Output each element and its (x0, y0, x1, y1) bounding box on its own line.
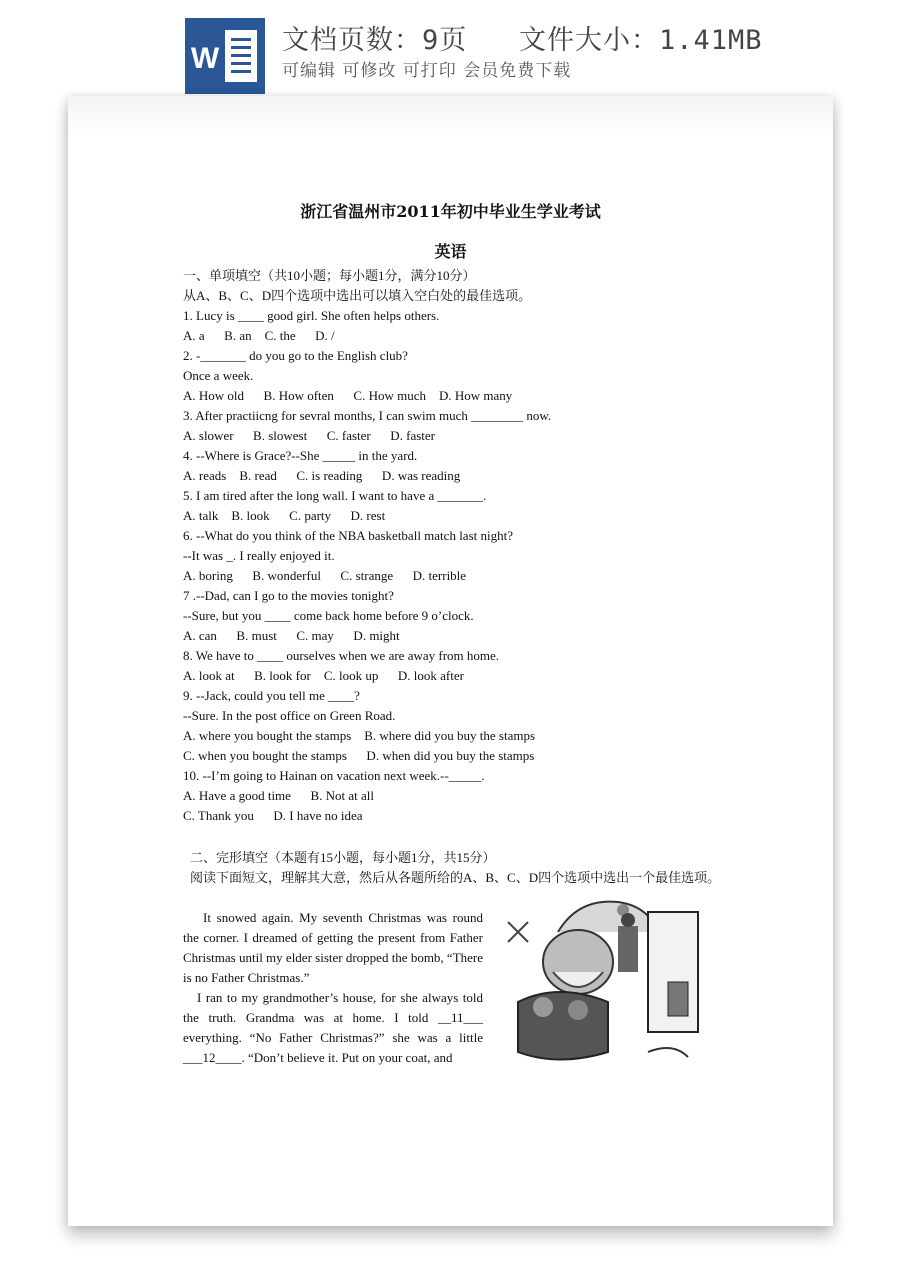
download-banner (0, 0, 900, 96)
subject-title: 英语 (434, 242, 467, 261)
question-line: Once a week. (183, 368, 254, 383)
cloze-passage (183, 908, 483, 1068)
question-line: 3. After practiicng for sevral months, I can swim much ________ now. (183, 408, 552, 423)
question-line: --It was _. I really enjoyed it. (183, 548, 335, 563)
question-line: A. reads B. read C. is reading D. was reading (183, 468, 461, 483)
question-line: 10. --I’m going to Hainan on vacation next week.--_____. (183, 768, 485, 783)
question-line: 4. --Where is Grace?--She _____ in the yard. (183, 448, 418, 463)
section1-questions (183, 266, 723, 826)
document-page (68, 96, 833, 1226)
section2-heading: 二、完形填空（本题有15小题，每小题1分，共15分） (190, 850, 496, 865)
question-line: A. Have a good time B. Not at all (183, 788, 374, 803)
question-line: 8. We have to ____ ourselves when we are away from home. (183, 648, 500, 663)
question-line: C. when you bought the stamps D. when did you buy the stamps (183, 748, 535, 763)
question-line: 5. I am tired after the long wall. I want to have a _______. (183, 488, 487, 503)
question-line: A. where you bought the stamps B. where did you buy the stamps (183, 728, 536, 743)
section2-instruction: 阅读下面短文，理解其大意，然后从各题所给的A、B、C、D四个选项中选出一个最佳选项。 (190, 870, 721, 885)
question-line: A. boring B. wonderful C. strange D. terrible (183, 568, 467, 583)
exam-title: 浙江省温州市2011年初中毕业生学业考试 (300, 202, 601, 221)
question-line: C. Thank you D. I have no idea (183, 808, 363, 823)
christmas-illustration (498, 892, 718, 1068)
question-line: 7 .--Dad, can I go to the movies tonight? (183, 588, 394, 603)
question-line: A. look at B. look for C. look up D. look after (183, 668, 464, 683)
question-line: 9. --Jack, could you tell me ____? (183, 688, 360, 703)
passage-paragraph: I ran to my grandmother’s house, for she always told the truth. Grandma was at home. I told __11___ everything. “No Father Christmas?” she was a little ___12____. “Don’t believe it. Put on your coat, and (183, 990, 483, 1065)
question-line: 从A、B、C、D四个选项中选出可以填入空白处的最佳选项。 (183, 288, 532, 303)
question-line: --Sure, but you ____ come back home before 9 o’clock. (183, 608, 474, 623)
question-line: 1. Lucy is ____ good girl. She often helps others. (183, 308, 440, 323)
question-line: A. talk B. look C. party D. rest (183, 508, 386, 523)
word-icon (185, 18, 265, 94)
question-line: A. can B. must C. may D. might (183, 628, 400, 643)
question-line: A. How old B. How often C. How much D. How many (183, 388, 513, 403)
passage-paragraph: It snowed again. My seventh Christmas was round the corner. I dreamed of getting the present from Father Christmas until my elder sister dropped the bomb, “There is no Father Christmas.” (183, 910, 484, 985)
question-line: A. slower B. slowest C. faster D. faster (183, 428, 436, 443)
file-info-subtitle: 可编辑 可修改 可打印 会员免费下载 (282, 61, 572, 81)
question-line: 6. --What do you think of the NBA basketball match last night? (183, 528, 513, 543)
svg-text:W: W (190, 42, 220, 75)
section2-header (183, 848, 723, 888)
file-info-title: 文档页数：9页 文件大小：1.41MB (282, 25, 763, 56)
question-line: A. a B. an C. the D. / (183, 328, 335, 343)
page-shade (68, 96, 833, 136)
question-line: --Sure. In the post office on Green Road. (183, 708, 396, 723)
question-line: 2. -_______ do you go to the English club? (183, 348, 408, 363)
question-line: 一、单项填空（共10小题；每小题1分，满分10分） (183, 268, 476, 283)
